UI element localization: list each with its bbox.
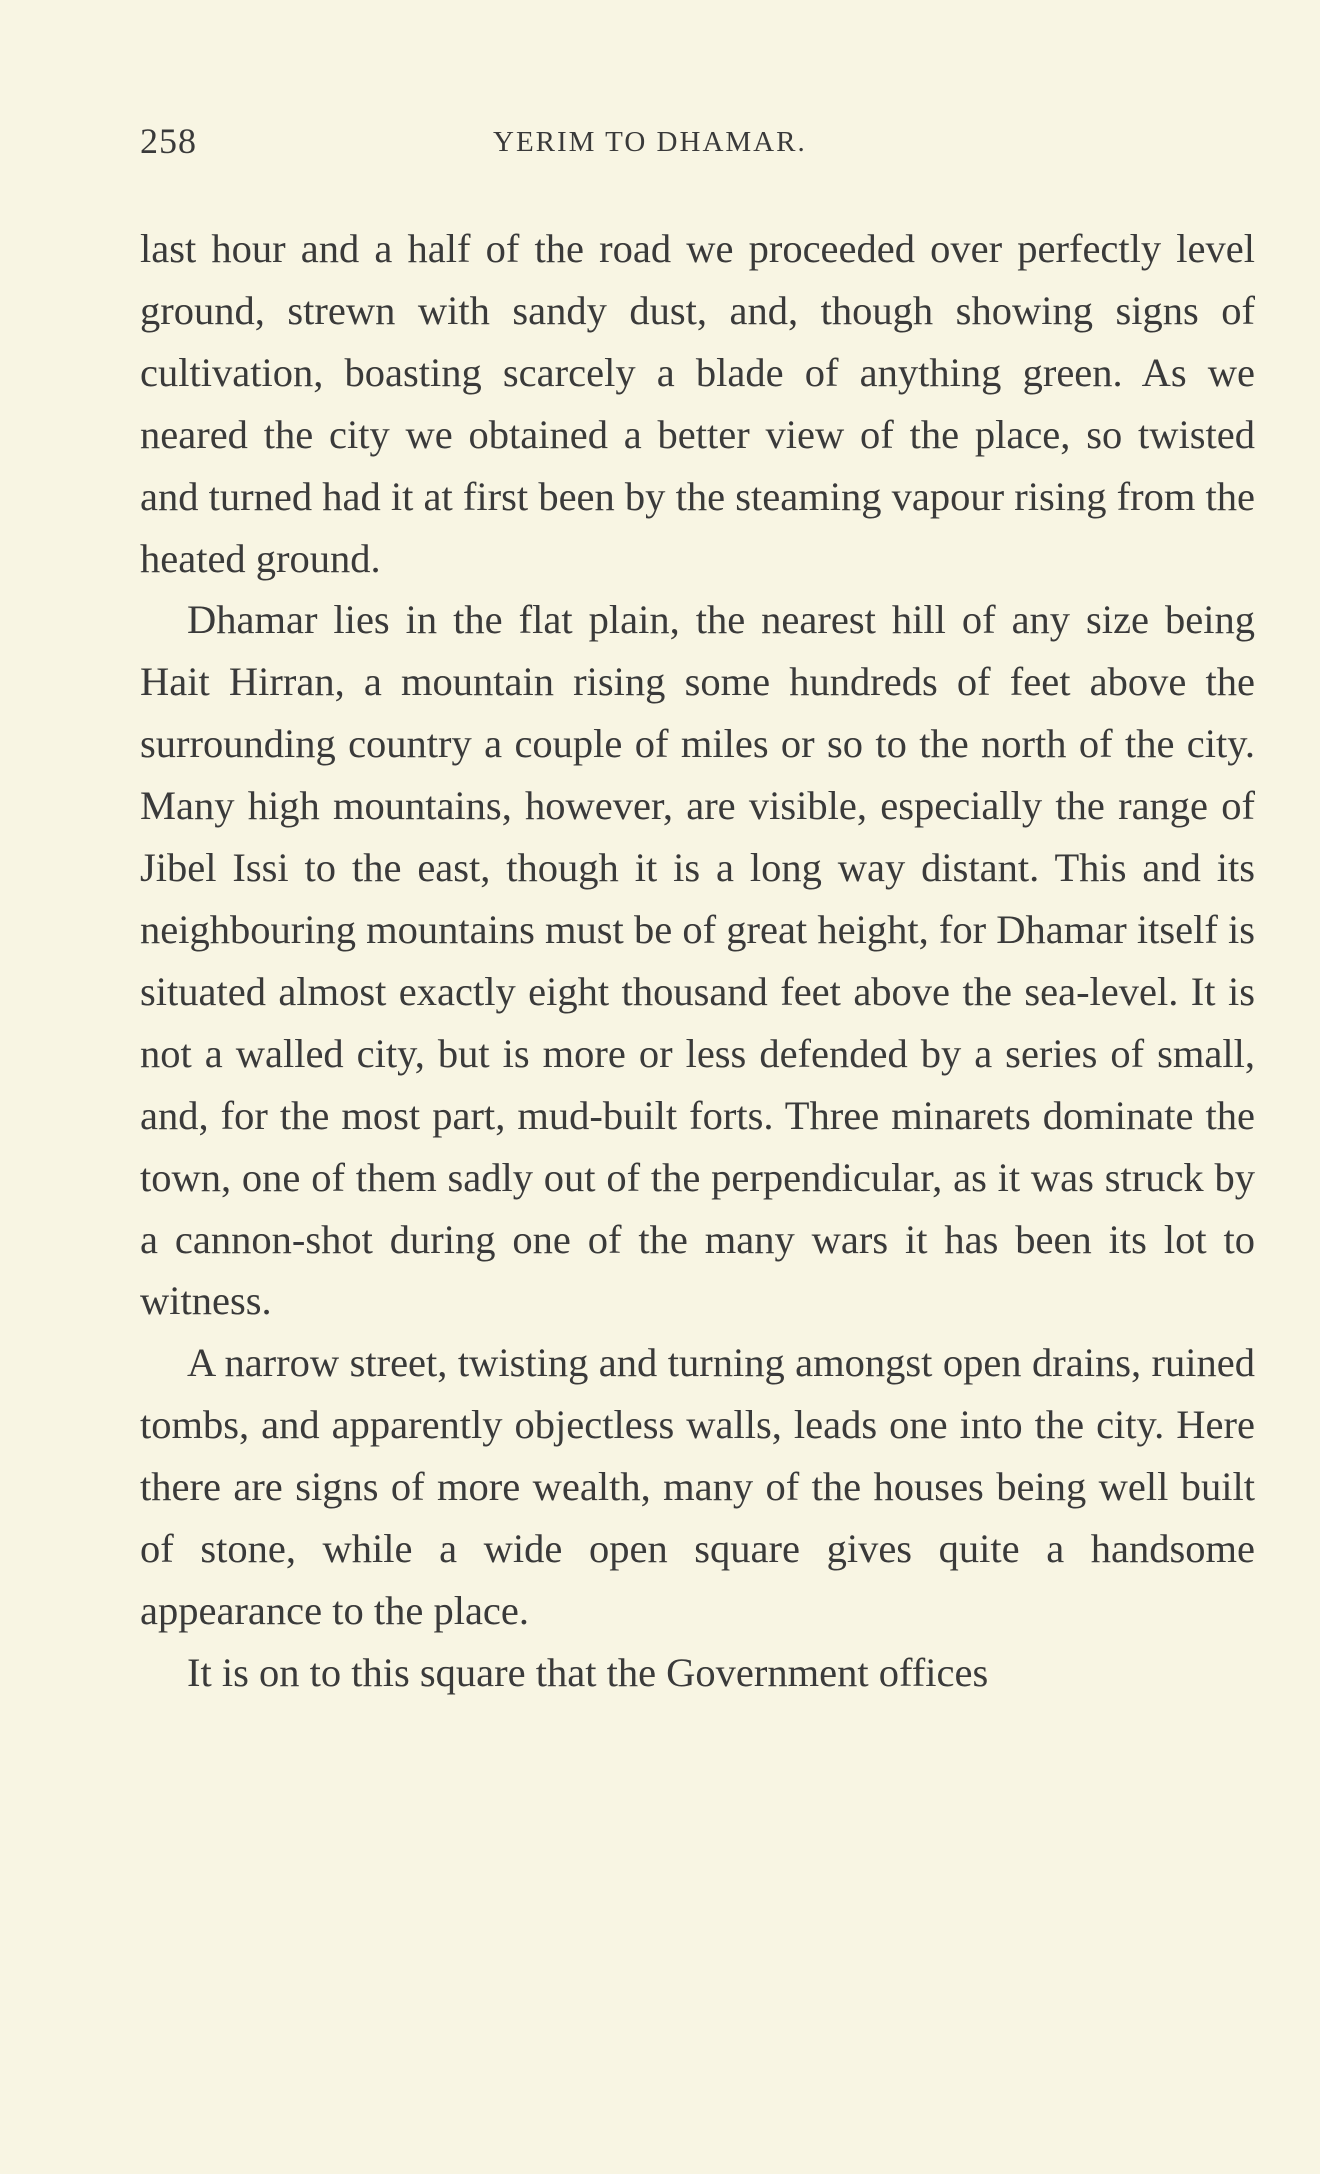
paragraph-continued: last hour and a half of the road we proceeded over perfectly level ground, strewn with sandy dust, and, though showing signs of cultivation, boasting scarcely a blade of anything green. As we neared the city we obtained a better view of the place, so twisted and turned had it at first been by the steaming vapour rising from the heated ground. — [140, 226, 1255, 581]
paragraph-narrow-street: A narrow street, twisting and turning amongst open drains, ruined tombs, and apparently objectless walls, leads one into the city. Here there are signs of more wealth, many of the houses being well built of stone, while a wide open square gives quite a handsome appearance to the place. — [140, 1340, 1255, 1633]
running-head — [140, 120, 1255, 170]
page-number: 258 — [140, 121, 197, 161]
body-text — [140, 218, 1255, 1704]
paragraph-dhamar-description: Dhamar lies in the flat plain, the nearest hill of any size being Hait Hirran, a mountain rising some hundreds of feet above the surrounding country a couple of miles or so to the north of the city. Many high mountains, however, are visible, especially the range of Jibel Issi to the east, though it is a long way distant. This and its neighbouring mountains must be of great height, for Dhamar itself is situated almost exactly eight thousand feet above the sea-level. It is not a walled city, but is more or less defended by a series of small, and, for the most part, mud-built forts. Three minarets dominate the town, one of them sadly out of the perpendicular, as it was struck by a cannon-shot during one of the many wars it has been its lot to witness. — [140, 597, 1255, 1324]
paragraph-government-offices: It is on to this square that the Government offices — [187, 1649, 989, 1695]
running-title: YERIM TO DHAMAR. — [493, 126, 807, 158]
